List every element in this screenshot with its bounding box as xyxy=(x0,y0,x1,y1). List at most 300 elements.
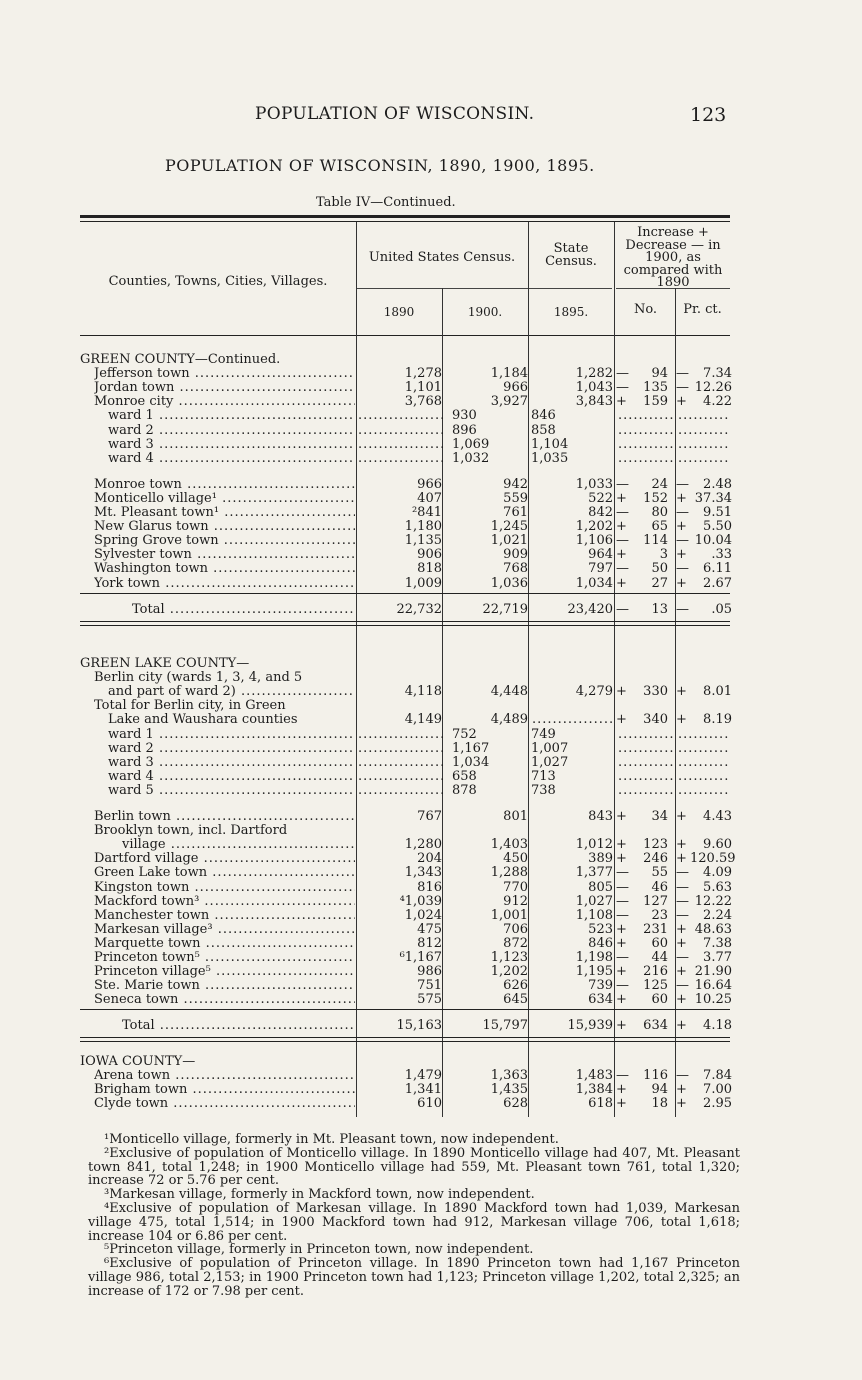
change-number: 65 xyxy=(651,519,668,535)
ward-row xyxy=(80,770,730,784)
table-caption: Table IV—Continued. xyxy=(316,195,456,210)
footnote-2: ²Exclusive of population of Monticello village. In 1890 Monticello village had 407, Mt. Pleasant town 841, total 1,248; in 1900 Monticello village had 559, Mt. Pleasant town 761, total 1,320; increase 72 or 5.76 per cent. xyxy=(88,1145,740,1189)
change-number: 94 xyxy=(651,1082,668,1098)
row-name: Green Lake town ..... xyxy=(94,866,355,880)
change-number: 60 xyxy=(651,992,668,1008)
value-1900: 801 xyxy=(503,809,528,824)
value-1895: 843 xyxy=(588,809,613,824)
berlin-city-line-text: Berlin city (wards 1, 3, 4, and 5 xyxy=(94,671,303,686)
value-1890: 1,101 xyxy=(404,380,442,396)
value-1890: 1,180 xyxy=(404,519,442,535)
change-percent: 8.19 xyxy=(703,712,732,728)
ward-value-1895: 749 xyxy=(531,726,556,742)
value-1895: 1,202 xyxy=(575,519,613,535)
value-1900: 706 xyxy=(503,921,528,937)
change-percent: 9.51 xyxy=(703,505,732,520)
ward-row xyxy=(80,424,730,438)
value-1890: 407 xyxy=(417,490,442,506)
percent-sign: + xyxy=(676,575,687,591)
ward-name: ward 1 ..... xyxy=(108,728,355,742)
value-1895: 1,483 xyxy=(575,1068,613,1084)
table-row xyxy=(80,562,730,576)
ward-name: ward 1 ..... xyxy=(108,409,355,423)
footnote-6: ⁶Exclusive of population of Princeton village. In 1890 Princeton town had 1,167 Princeton village 986, total 2,153; in 1900 Princeton town had 1,123; Princeton village 1,202, total 2,325; an increase of 172 or 7.98 per cent. xyxy=(88,1256,740,1299)
total-rule xyxy=(80,1009,730,1010)
change-sign: — xyxy=(616,366,629,382)
value-1890: 1,280 xyxy=(404,837,442,853)
dot-leader xyxy=(618,424,674,438)
value-1890: 1,343 xyxy=(404,865,442,881)
dot-leader xyxy=(678,409,730,423)
change-number: 80 xyxy=(651,505,668,520)
value-1900: 628 xyxy=(503,1096,528,1112)
change-number: 94 xyxy=(651,366,668,382)
change-number: 246 xyxy=(643,851,668,867)
table-row xyxy=(80,1083,730,1097)
ward-value-1895: 1,104 xyxy=(531,436,569,452)
table-row xyxy=(80,713,730,727)
value-1895: 805 xyxy=(588,879,613,895)
row-name: Lake and Waushara counties xyxy=(108,713,298,728)
value-1890: 816 xyxy=(417,879,442,895)
ward-row xyxy=(80,784,730,798)
row-name: New Glarus town ..... xyxy=(94,520,355,534)
change-number: 34 xyxy=(651,809,668,824)
percent-sign: — xyxy=(676,893,689,909)
dot-leader xyxy=(618,438,674,452)
percent-sign: + xyxy=(676,490,687,506)
footnote-3: ³Markesan village, formerly in Mackford town, now independent. xyxy=(104,1187,535,1203)
row-name: and part of ward 2) ..... xyxy=(108,685,355,699)
ward-value-1900: 1,069 xyxy=(452,436,490,452)
table-row xyxy=(80,993,730,1007)
value-1895: 389 xyxy=(588,851,613,867)
row-name: Princeton town⁵ ..... xyxy=(94,951,355,965)
value-1895: 1,282 xyxy=(575,366,613,382)
value-1890: ⁶1,167 xyxy=(399,950,442,965)
dot-leader xyxy=(678,452,730,466)
dot-leader xyxy=(678,784,730,798)
percent-sign: — xyxy=(676,978,689,994)
change-percent: 3.77 xyxy=(703,950,732,965)
ward-value-1900: 752 xyxy=(452,726,477,742)
brooklyn-line xyxy=(80,824,730,838)
table-row xyxy=(80,881,730,895)
value-1890: 204 xyxy=(417,851,442,867)
value-1895: 3,843 xyxy=(575,394,613,410)
header-1895: 1895. xyxy=(553,305,589,319)
footnote-5: ⁵Princeton village, formerly in Princeton town, now independent. xyxy=(104,1242,534,1258)
row-name: Mt. Pleasant town¹ ..... xyxy=(94,506,355,520)
change-percent: 2.67 xyxy=(703,575,732,591)
change-percent: 37.34 xyxy=(694,490,732,506)
change-number: 340 xyxy=(643,712,668,728)
change-percent: 9.60 xyxy=(703,837,732,853)
percent-sign: + xyxy=(676,964,687,980)
value-1890: 986 xyxy=(417,964,442,980)
change-sign: + xyxy=(616,837,627,853)
change-percent: 12.26 xyxy=(694,380,732,396)
change-percent: .33 xyxy=(711,547,732,563)
change-sign: — xyxy=(616,1068,629,1084)
county-heading-green-lake xyxy=(80,657,730,671)
ward-value-1895: 1,035 xyxy=(531,450,569,466)
table-row xyxy=(80,603,730,617)
brooklyn-line-text: Brooklyn town, incl. Dartford xyxy=(94,824,288,839)
dot-leader xyxy=(618,742,674,756)
change-number: 216 xyxy=(643,964,668,980)
change-percent: 7.38 xyxy=(703,935,732,951)
change-percent: 4.43 xyxy=(703,809,732,824)
value-1890: 1,341 xyxy=(404,1082,442,1098)
change-percent: 5.63 xyxy=(703,879,732,895)
dot-leader xyxy=(358,756,444,770)
county-heading-green-lake-text: GREEN LAKE COUNTY— xyxy=(80,657,250,671)
value-1895: 618 xyxy=(588,1096,613,1112)
value-1900: 872 xyxy=(503,935,528,951)
percent-sign: + xyxy=(676,547,687,563)
ward-value-1900: 1,167 xyxy=(452,740,490,756)
percent-sign: — xyxy=(676,1068,689,1084)
row-name: Brigham town ..... xyxy=(94,1083,355,1097)
change-percent: 10.25 xyxy=(694,992,732,1008)
page-number: 123 xyxy=(690,104,727,126)
change-sign: + xyxy=(616,575,627,591)
berlin-city-line xyxy=(80,671,730,685)
percent-sign: + xyxy=(676,837,687,853)
change-number: 330 xyxy=(643,684,668,700)
value-1900: 1,021 xyxy=(490,533,528,549)
dot-leader xyxy=(618,756,674,770)
running-head: POPULATION OF WISCONSIN. xyxy=(255,104,535,124)
value-1890: 4,118 xyxy=(404,684,442,700)
dot-leader xyxy=(678,756,730,770)
value-1900: 4,489 xyxy=(490,712,528,728)
change-percent: 8.01 xyxy=(703,684,732,700)
table-top-rule-thin xyxy=(80,221,730,222)
row-name: Kingston town ..... xyxy=(94,881,355,895)
change-number: 50 xyxy=(651,561,668,577)
value-1890: 812 xyxy=(417,935,442,951)
value-1900: 1,123 xyxy=(490,950,528,965)
value-1895: 15,939 xyxy=(567,1018,613,1034)
ward-row xyxy=(80,756,730,770)
table-row xyxy=(80,979,730,993)
table-row xyxy=(80,534,730,548)
change-number: 231 xyxy=(643,921,668,937)
dot-leader xyxy=(358,424,444,438)
dot-leader xyxy=(358,728,444,742)
header-1890: 1890 xyxy=(383,305,415,319)
change-percent: 6.11 xyxy=(703,561,732,577)
row-name: Markesan village³ ..... xyxy=(94,923,355,937)
change-sign: — xyxy=(616,865,629,881)
row-name: Mackford town³ ..... xyxy=(94,895,355,909)
percent-sign: — xyxy=(676,561,689,577)
row-name: Berlin town ..... xyxy=(94,810,355,824)
header-1900: 1900. xyxy=(467,305,503,319)
value-1900: 4,448 xyxy=(490,684,528,700)
change-number: 123 xyxy=(643,837,668,853)
percent-sign: + xyxy=(676,851,687,867)
value-1890: 4,149 xyxy=(404,712,442,728)
change-sign: — xyxy=(616,561,629,577)
total-rule xyxy=(80,625,730,626)
value-1900: 966 xyxy=(503,380,528,396)
value-1900: 1,001 xyxy=(490,907,528,923)
header-counties: Counties, Towns, Cities, Villages. xyxy=(108,274,328,289)
dot-leader xyxy=(618,452,674,466)
ward-value-1895: 1,027 xyxy=(531,754,569,770)
value-1890: 1,479 xyxy=(404,1068,442,1084)
ward-value-1900: 896 xyxy=(452,422,477,438)
row-name: Washington town ..... xyxy=(94,562,355,576)
change-sign: + xyxy=(616,490,627,506)
ward-value-1900: 930 xyxy=(452,408,477,424)
change-number: 125 xyxy=(643,978,668,994)
change-number: 55 xyxy=(651,865,668,881)
value-1900: 1,202 xyxy=(490,964,528,980)
dot-leader xyxy=(358,409,444,423)
ward-value-1900: 1,034 xyxy=(452,754,490,770)
change-percent: 16.64 xyxy=(694,978,732,994)
change-percent: 7.00 xyxy=(703,1082,732,1098)
value-1890: 22,732 xyxy=(396,601,442,617)
change-number: 23 xyxy=(651,907,668,923)
value-1890: 3,768 xyxy=(404,394,442,410)
county-heading-green-text: GREEN COUNTY—Continued. xyxy=(80,353,281,367)
change-number: 24 xyxy=(651,476,668,492)
change-sign: — xyxy=(616,978,629,994)
value-1895: 1,034 xyxy=(575,575,613,591)
change-number: 152 xyxy=(643,490,668,506)
table-row xyxy=(80,866,730,880)
change-percent: 2.95 xyxy=(703,1096,732,1112)
percent-sign: — xyxy=(676,950,689,965)
value-1895: 739 xyxy=(588,978,613,994)
dot-leader xyxy=(358,742,444,756)
value-1895: 1,377 xyxy=(575,865,613,881)
change-number: 159 xyxy=(643,394,668,410)
row-name: Princeton village⁵ ..... xyxy=(94,965,355,979)
table-row xyxy=(80,1069,730,1083)
percent-sign: — xyxy=(676,601,689,617)
percent-sign: — xyxy=(676,476,689,492)
value-1890: 966 xyxy=(417,476,442,492)
change-percent: .05 xyxy=(711,601,732,617)
change-percent: 7.84 xyxy=(703,1068,732,1084)
table-row xyxy=(80,577,730,591)
change-percent: 4.22 xyxy=(703,394,732,410)
change-percent: 48.63 xyxy=(694,921,732,937)
row-name: Seneca town ..... xyxy=(94,993,355,1007)
percent-sign: — xyxy=(676,380,689,396)
change-sign: + xyxy=(616,712,627,728)
change-sign: — xyxy=(616,505,629,520)
ward-value-1895: 738 xyxy=(531,782,556,798)
row-name: Marquette town ..... xyxy=(94,937,355,951)
ward-value-1900: 1,032 xyxy=(452,450,490,466)
ward-value-1895: 846 xyxy=(531,408,556,424)
dot-leader xyxy=(358,784,444,798)
value-1900: 559 xyxy=(503,490,528,506)
change-number: 127 xyxy=(643,893,668,909)
change-number: 114 xyxy=(643,533,668,549)
dot-leader xyxy=(618,770,674,784)
value-1890: 818 xyxy=(417,561,442,577)
header-us-census: United States Census. xyxy=(368,250,516,265)
ward-name: ward 3 ..... xyxy=(108,756,355,770)
table-row xyxy=(80,895,730,909)
table-row xyxy=(80,851,736,867)
ward-name: ward 2 ..... xyxy=(108,742,355,756)
value-1890: 1,135 xyxy=(404,533,442,549)
value-1890: 906 xyxy=(417,547,442,563)
value-1900: 645 xyxy=(503,992,528,1008)
ward-value-1900: 878 xyxy=(452,782,477,798)
ward-row xyxy=(80,742,730,756)
table-row xyxy=(80,1097,730,1111)
value-1895: 797 xyxy=(588,561,613,577)
value-1895: 23,420 xyxy=(567,601,613,617)
value-1900: 768 xyxy=(503,561,528,577)
value-1890: 15,163 xyxy=(396,1018,442,1034)
change-number: 44 xyxy=(651,950,668,965)
table-row xyxy=(80,965,730,979)
dot-leader xyxy=(358,438,444,452)
value-1900: 3,927 xyxy=(490,394,528,410)
value-1900: 1,435 xyxy=(490,1082,528,1098)
total-rule xyxy=(80,593,730,594)
value-1895: 1,198 xyxy=(575,950,613,965)
value-1900: 1,036 xyxy=(490,575,528,591)
percent-sign: — xyxy=(676,366,689,382)
row-name: Monroe city ..... xyxy=(94,395,355,409)
change-number: 27 xyxy=(651,575,668,591)
value-1900: 1,288 xyxy=(490,865,528,881)
value-1900: 1,363 xyxy=(490,1068,528,1084)
value-1900: 770 xyxy=(503,879,528,895)
change-sign: — xyxy=(616,533,629,549)
row-name: village ..... xyxy=(122,838,355,852)
table-row xyxy=(80,1019,730,1033)
change-sign: — xyxy=(616,950,629,965)
change-sign: — xyxy=(616,476,629,492)
table-row xyxy=(80,478,730,492)
ward-row xyxy=(80,728,730,742)
row-name: Spring Grove town ..... xyxy=(94,534,355,548)
value-1895: 523 xyxy=(588,921,613,937)
percent-sign: + xyxy=(676,1018,687,1034)
value-1895: 1,106 xyxy=(575,533,613,549)
change-sign: — xyxy=(616,907,629,923)
ward-value-1900: 658 xyxy=(452,768,477,784)
value-1895: 964 xyxy=(588,547,613,563)
table-row xyxy=(80,381,730,395)
percent-sign: — xyxy=(676,865,689,881)
row-name: Total ..... xyxy=(132,603,355,617)
row-name: Monroe town ..... xyxy=(94,478,355,492)
percent-sign: — xyxy=(676,505,689,520)
percent-sign: + xyxy=(676,809,687,824)
value-1890: 1,024 xyxy=(404,907,442,923)
dot-leader xyxy=(618,784,674,798)
change-percent: 2.24 xyxy=(703,907,732,923)
table-row xyxy=(80,923,730,937)
value-1895: 1,027 xyxy=(575,893,613,909)
table-row xyxy=(80,909,730,923)
value-1890: ²841 xyxy=(411,505,442,520)
ward-row xyxy=(80,438,730,452)
change-number: 116 xyxy=(643,1068,668,1084)
population-table xyxy=(80,215,736,1120)
value-1895: 522 xyxy=(588,490,613,506)
header-increase: Increase + Decrease — in 1900, as compared with 1890 xyxy=(623,225,723,290)
ward-name: ward 4 ..... xyxy=(108,770,355,784)
table-row xyxy=(80,395,730,409)
value-1900: 626 xyxy=(503,978,528,994)
dot-leader xyxy=(532,713,614,727)
change-number: 18 xyxy=(651,1096,668,1112)
table-row xyxy=(80,838,730,852)
change-sign: — xyxy=(616,893,629,909)
percent-sign: + xyxy=(676,992,687,1008)
table-row xyxy=(80,492,730,506)
value-1900: 1,245 xyxy=(490,519,528,535)
value-1900: 1,403 xyxy=(490,837,528,853)
ward-value-1895: 1,007 xyxy=(531,740,569,756)
row-name: Jordan town ..... xyxy=(94,381,355,395)
value-1890: 751 xyxy=(417,978,442,994)
header-no: No. xyxy=(633,302,658,317)
dot-leader xyxy=(618,728,674,742)
county-heading-iowa xyxy=(80,1055,730,1069)
value-1895: 1,195 xyxy=(575,964,613,980)
change-sign: — xyxy=(616,380,629,396)
dot-leader xyxy=(358,770,444,784)
header-pct: Pr. ct. xyxy=(683,302,722,317)
change-sign: + xyxy=(616,519,627,535)
change-sign: + xyxy=(616,809,627,824)
table-row xyxy=(80,506,730,520)
row-name: Monticello village¹ ..... xyxy=(94,492,355,506)
footnotes xyxy=(88,1133,740,1299)
percent-sign: + xyxy=(676,684,687,700)
dot-leader xyxy=(678,424,730,438)
value-1900: 942 xyxy=(503,476,528,492)
change-percent: 120.59 xyxy=(690,851,736,867)
total-berlin-line xyxy=(80,699,730,713)
value-1895: 842 xyxy=(588,505,613,520)
change-percent: 7.34 xyxy=(703,366,732,382)
change-number: 46 xyxy=(651,879,668,895)
ward-name: ward 2 ..... xyxy=(108,424,355,438)
value-1900: 22,719 xyxy=(482,601,528,617)
ward-value-1895: 858 xyxy=(531,422,556,438)
change-sign: + xyxy=(616,1096,627,1112)
dot-leader xyxy=(678,728,730,742)
dot-leader xyxy=(678,742,730,756)
change-number: 60 xyxy=(651,935,668,951)
dot-leader xyxy=(618,409,674,423)
value-1890: 767 xyxy=(417,809,442,824)
total-rule xyxy=(80,1037,730,1038)
ward-row xyxy=(80,409,730,423)
row-name: Total ..... xyxy=(122,1019,355,1033)
row-name: Jefferson town ..... xyxy=(94,367,355,381)
value-1900: 909 xyxy=(503,547,528,563)
table-row xyxy=(80,520,730,534)
